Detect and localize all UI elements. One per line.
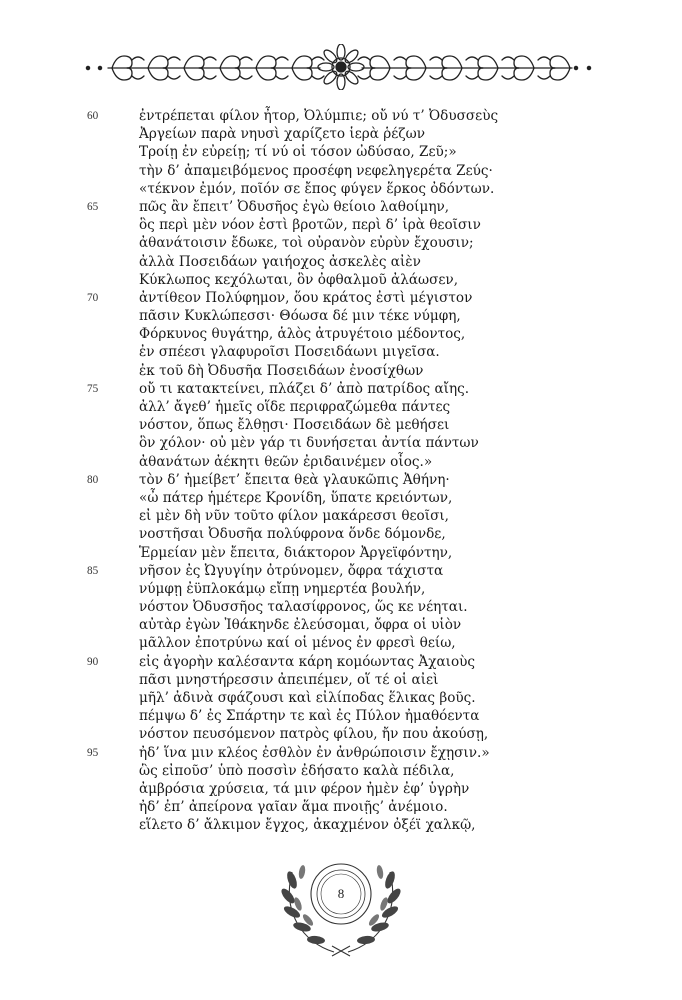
- verse-line: [0, 289, 682, 307]
- verse-line: [0, 143, 682, 161]
- verse-line: [0, 307, 682, 325]
- verse-text: τὸν δ’ ἠμείβετ’ ἔπειτα θεὰ γλαυκῶπις Ἀθήνη·: [139, 471, 450, 488]
- verse-text: Τροίῃ ἐν εὐρείῃ; τί νύ οἱ τόσον ὠδύσαο, Ζεῦ;»: [139, 144, 457, 161]
- line-number: 85: [87, 564, 99, 577]
- line-number: 75: [87, 382, 99, 395]
- verse-line: [0, 598, 682, 616]
- verse-text: μῆλ’ ἀδινὰ σφάζουσι καὶ εἰλίποδας ἕλικας βοῦς.: [139, 690, 476, 706]
- verse-line: [0, 271, 682, 289]
- verse-text: οὔ τι κατακτείνει, πλάζει δ’ ἀπὸ πατρίδος αἴης.: [139, 380, 470, 397]
- verse-text: ὣς εἰποῦσ’ ὑπὸ ποσσὶν ἐδήσατο καλὰ πέδιλα,: [139, 762, 455, 779]
- verse-text: νόστον Ὀδυσσῆος ταλασίφρονος, ὥς κε νέηται.: [139, 599, 468, 616]
- verse-line: [0, 744, 682, 762]
- verse-line: [0, 780, 682, 798]
- verse-line: [0, 689, 682, 707]
- line-number: 60: [87, 110, 99, 122]
- verse-text: αὐτὰρ ἐγὼν Ἰθάκηνδε ἐλεύσομαι, ὄφρα οἱ υἱὸν: [139, 617, 462, 634]
- verse-line: [0, 544, 682, 562]
- verse-text: Φόρκυνος θυγάτηρ, ἁλὸς ἀτρυγέτοιο μέδοντος,: [139, 326, 466, 343]
- verse-line: [0, 762, 682, 780]
- verse-text: ἐν σπέεσι γλαφυροῖσι Ποσειδάωνι μιγεῖσα.: [139, 344, 440, 361]
- verse-text: ἠδ’ ἵνα μιν κλέος ἐσθλὸν ἐν ἀνθρώποισιν ἔχῃσιν.»: [139, 744, 490, 761]
- verse-line: [0, 562, 682, 580]
- verse-text: εἰς ἀγορὴν καλέσαντα κάρη κομόωντας Ἀχαιοὺς: [139, 653, 476, 670]
- verse-line: [0, 653, 682, 671]
- verse-line: [0, 634, 682, 652]
- verse-text: νόστον, ὅπως ἔλθῃσι· Ποσειδάων δὲ μεθήσει: [139, 417, 450, 434]
- verse-text: ἀθανάτων ἀέκητι θεῶν ἐριδαινέμεν οἶος.»: [139, 453, 433, 470]
- verse-text: Κύκλωπος κεχόλωται, ὃν ὀφθαλμοῦ ἀλάωσεν,: [139, 271, 459, 288]
- laurel-wreath-icon: [262, 852, 420, 964]
- verse-line: [0, 580, 682, 598]
- verse-text: ἐκ τοῦ δὴ Ὀδυσῆα Ποσειδάων ἐνοσίχθων: [139, 362, 424, 379]
- verse-text: νύμφῃ ἐϋπλοκάμῳ εἴπῃ νημερτέα βουλήν,: [139, 580, 426, 597]
- verse-line: [0, 725, 682, 743]
- verse-text: πᾶσιν Κυκλώπεσσι· Θόωσα δέ μιν τέκε νύμφη,: [139, 308, 461, 325]
- verse-line: [0, 125, 682, 143]
- verse-line: [0, 380, 682, 398]
- verse-line: [0, 343, 682, 361]
- verse-line: [0, 671, 682, 689]
- verse-text: ἀμβρόσια χρύσεια, τά μιν φέρον ἠμὲν ἐφ’ ὑγρὴν: [139, 780, 470, 797]
- verse-text: πῶς ἂν ἔπειτ’ Ὀδυσῆος ἐγὼ θείοιο λαθοίμην,: [139, 198, 450, 215]
- verse-line: [0, 453, 682, 471]
- verse-text: νόστον πευσόμενον πατρὸς φίλου, ἤν που ἀκούσῃ,: [139, 726, 489, 743]
- verse-text: εἰ μὲν δὴ νῦν τοῦτο φίλον μακάρεσσι θεοῖσι,: [139, 508, 450, 525]
- line-number: 80: [87, 473, 99, 486]
- verse-line: [0, 525, 682, 543]
- verse-text: νῆσον ἐς Ὠγυγίην ὀτρύνομεν, ὄφρα τάχιστα: [139, 562, 444, 579]
- verse-text: ἀλλ’ ἄγεθ’ ἡμεῖς οἵδε περιφραζώμεθα πάντες: [139, 399, 451, 415]
- verse-line: [0, 507, 682, 525]
- verse-line: [0, 234, 682, 252]
- verse-text: ὃν χόλον· οὐ μὲν γάρ τι δυνήσεται ἀντία πάντων: [139, 435, 479, 452]
- verse-text: πᾶσι μνηστήρεσσιν ἀπειπέμεν, οἵ τέ οἱ αἰεὶ: [139, 671, 439, 688]
- verse-line: [0, 198, 682, 216]
- verse-text: τὴν δ’ ἀπαμειβόμενος προσέφη νεφεληγερέτα Ζεύς·: [139, 162, 493, 179]
- verse-text: Ἑρμείαν μὲν ἔπειτα, διάκτορον Ἀργεϊφόντην,: [139, 544, 453, 561]
- verse-line: [0, 798, 682, 816]
- line-number: 70: [87, 291, 99, 304]
- line-number: 90: [87, 655, 99, 668]
- verse-line: [0, 253, 682, 271]
- verse-line: [0, 416, 682, 434]
- verse-text: εἵλετο δ’ ἄλκιμον ἔγχος, ἀκαχμένον ὀξέϊ χαλκῷ,: [139, 817, 476, 834]
- verse-line: [0, 216, 682, 234]
- verse-line: [0, 707, 682, 725]
- verse-line: [0, 107, 682, 125]
- line-number: 65: [87, 200, 99, 213]
- verse-text: ἐντρέπεται φίλον ἦτορ, Ὀλύμπιε; οὔ νύ τ’ Ὀδυσσεὺς: [139, 108, 499, 124]
- verse-text: ἀλλὰ Ποσειδάων γαιήοχος ἀσκελὲς αἰὲν: [139, 253, 421, 270]
- verse-text: ἠδ’ ἐπ’ ἀπείρονα γαῖαν ἅμα πνοιῇς’ ἀνέμοιο.: [139, 799, 448, 816]
- ornamental-header-icon: [84, 44, 598, 90]
- poem-text: [0, 107, 682, 835]
- verse-line: [0, 616, 682, 634]
- page-number: 8: [337, 886, 345, 901]
- verse-text: πέμψω δ’ ἐς Σπάρτην τε καὶ ἐς Πύλον ἠμαθόεντα: [139, 708, 480, 725]
- verse-text: ἀντίθεον Πολύφημον, ὅου κράτος ἐστὶ μέγιστον: [139, 289, 473, 306]
- verse-line: [0, 325, 682, 343]
- verse-text: ἀθανάτοισιν ἔδωκε, τοὶ οὐρανὸν εὐρὺν ἔχουσιν;: [139, 235, 474, 252]
- verse-text: νοστῆσαι Ὀδυσῆα πολύφρονα ὅνδε δόμονδε,: [139, 526, 446, 543]
- verse-line: [0, 362, 682, 380]
- verse-line: [0, 471, 682, 489]
- verse-text: ὃς περὶ μὲν νόον ἐστὶ βροτῶν, περὶ δ’ ἱρὰ θεοῖσιν: [139, 217, 481, 234]
- verse-line: [0, 434, 682, 452]
- verse-line: [0, 398, 682, 416]
- verse-line: [0, 489, 682, 507]
- line-number: 95: [87, 746, 99, 759]
- verse-text: Ἀργείων παρὰ νηυσὶ χαρίζετο ἱερὰ ῥέζων: [139, 126, 425, 143]
- verse-text: «τέκνον ἐμόν, ποῖόν σε ἔπος φύγεν ἕρκος ὀδόντων.: [139, 180, 495, 197]
- verse-line: [0, 180, 682, 198]
- verse-text: «ὦ πάτερ ἡμέτερε Κρονίδη, ὕπατε κρειόντων,: [139, 489, 453, 506]
- verse-text: μᾶλλον ἐποτρύνω καί οἱ μένος ἐν φρεσὶ θείω,: [139, 635, 456, 652]
- verse-line: [0, 162, 682, 180]
- verse-line: [0, 816, 682, 834]
